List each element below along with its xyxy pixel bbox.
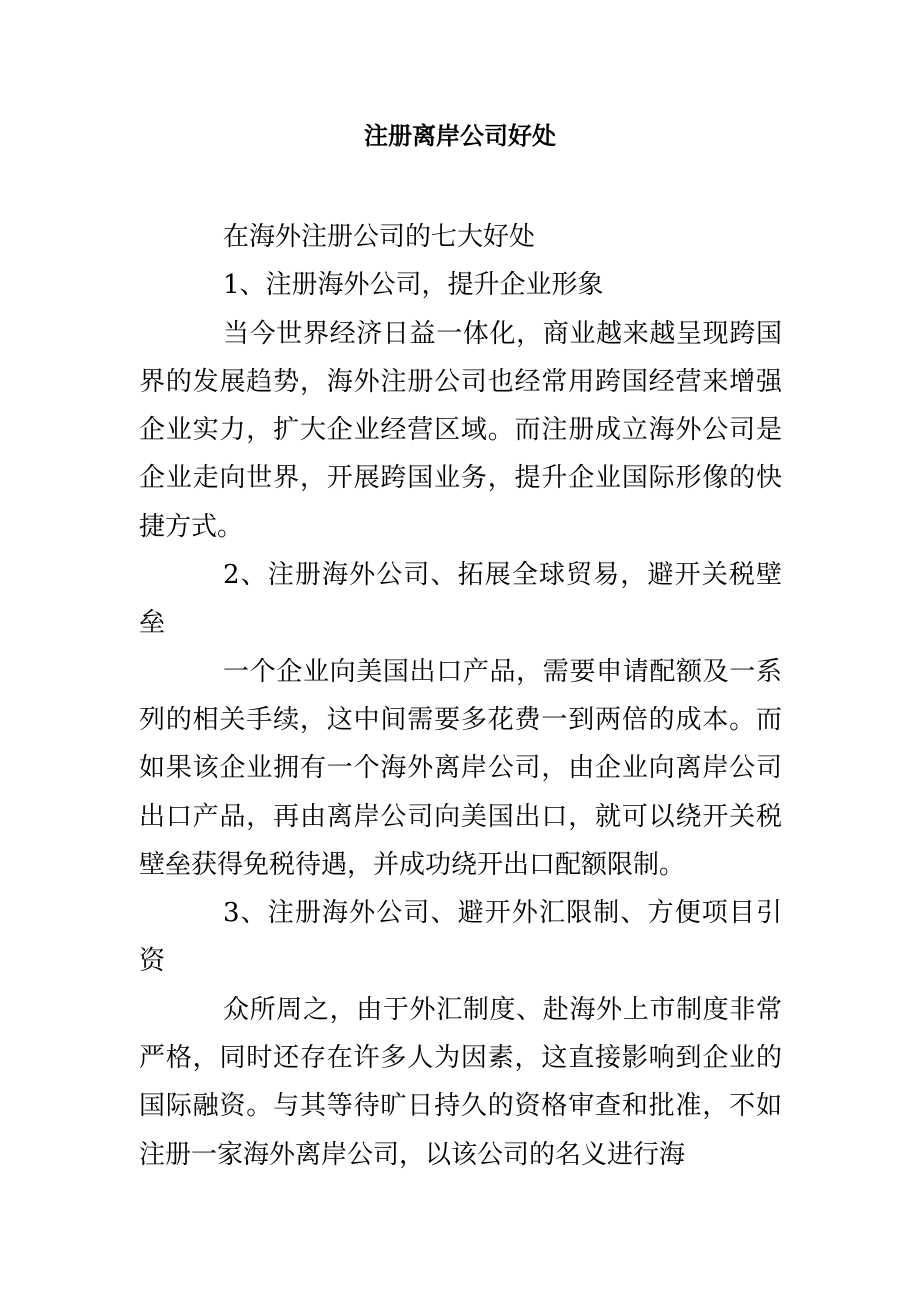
document-body [139, 213, 782, 1179]
point-2-heading: 2、注册海外公司、拓展全球贸易，避开关税壁垒 [139, 560, 782, 639]
point-3-heading: 3、注册海外公司、避开外汇限制、方便项目引资 [139, 898, 782, 977]
document-title: 注册离岸公司好处 [364, 122, 556, 150]
section-heading: 在海外注册公司的七大好处 [223, 222, 536, 252]
point-2-paragraph: 一个企业向美国出口产品，需要申请配额及一系列的相关手续，这中间需要多花费一到两倍的成本。而如果该企业拥有一个海外离岸公司，由企业向离岸公司出口产品，再由离岸公司向美国出口，就可以绕开关税壁垒获得免税待遇，并成功绕开出口配额限制。 [139, 656, 782, 880]
point-3-paragraph: 众所周之，由于外汇制度、赴海外上市制度非常严格，同时还存在许多人为因素，这直接影响到企业的国际融资。与其等待旷日持久的资格审查和批准，不如注册一家海外离岸公司，以该公司的名义进行海 [139, 994, 782, 1170]
point-1-paragraph: 当今世界经济日益一体化，商业越来越呈现跨国界的发展趋势，海外注册公司也经常用跨国经营来增强企业实力，扩大企业经营区域。而注册成立海外公司是企业走向世界，开展跨国业务，提升企业国际形像的快捷方式。 [139, 318, 782, 542]
point-1-heading: 1、注册海外公司，提升企业形象 [223, 270, 604, 301]
